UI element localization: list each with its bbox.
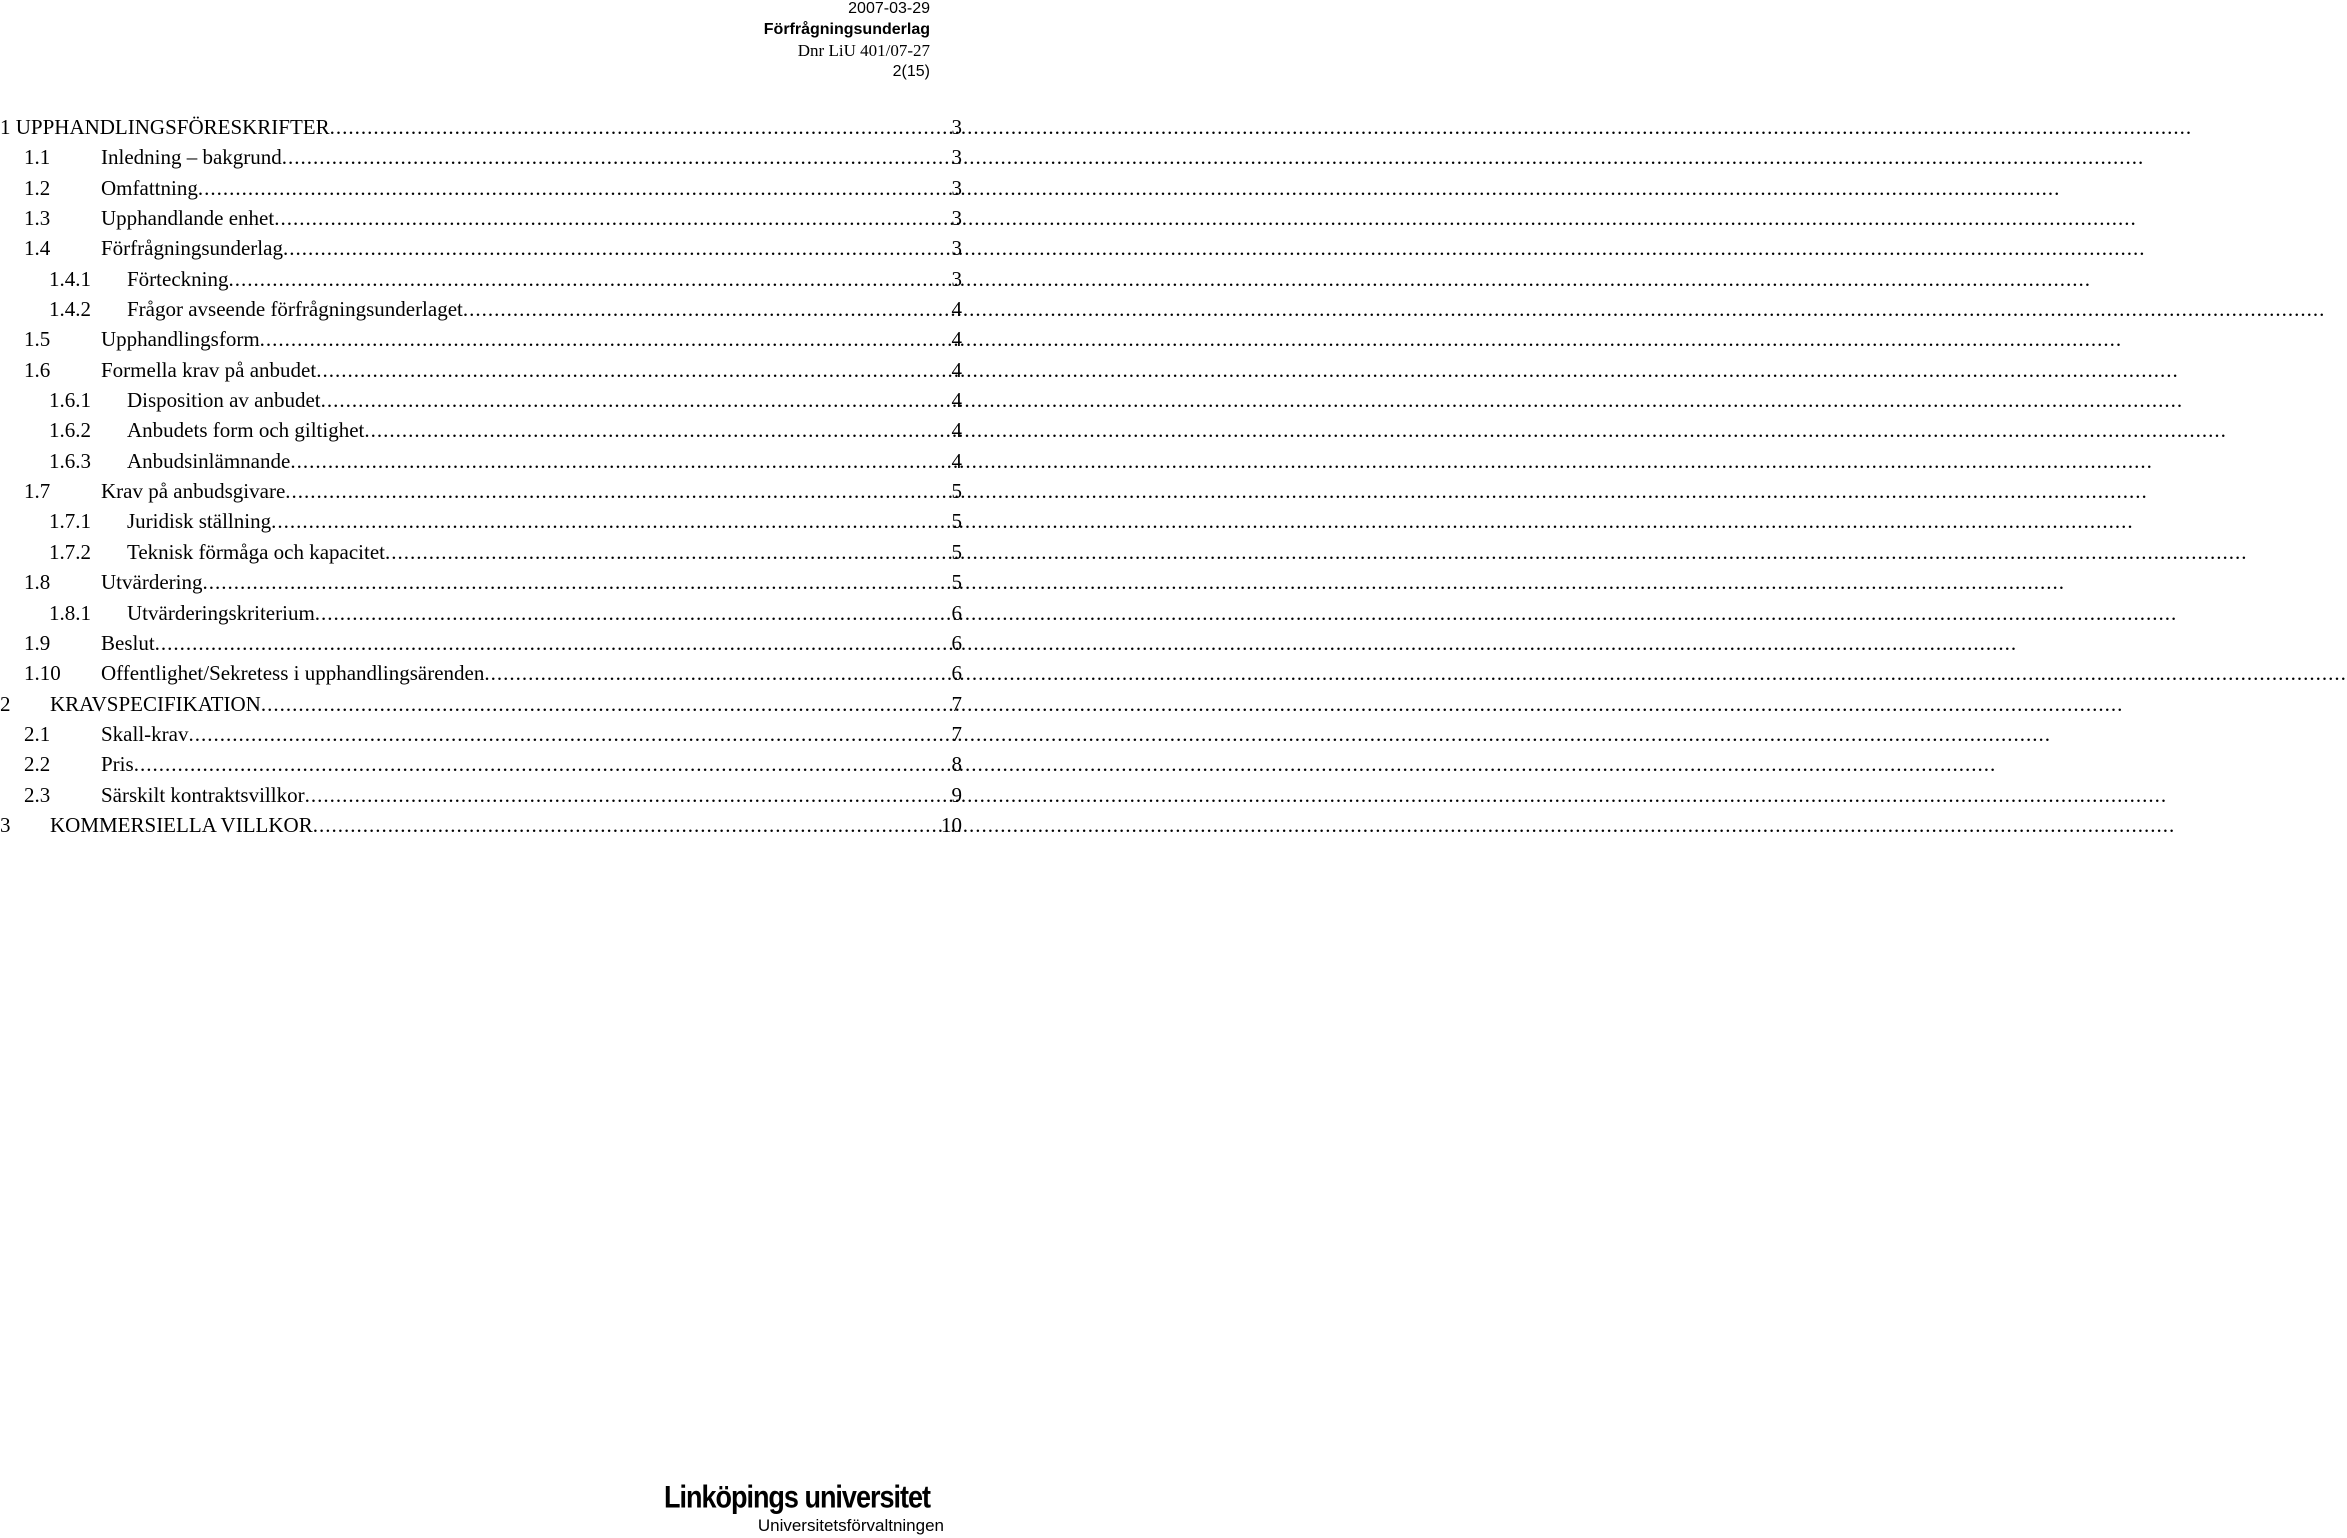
toc-entry-number: 1.7.2	[49, 539, 91, 564]
toc-entry-page: 4	[951, 388, 962, 413]
header-doc-type: Förfrågningsunderlag	[763, 21, 930, 38]
toc-entry-page: 3	[951, 266, 962, 291]
toc-entry-title: Anbudsinlämnande	[127, 448, 291, 473]
toc-entry-title: Anbudets form och giltighet	[127, 418, 365, 443]
toc-entry-number: 3	[0, 812, 11, 837]
toc-entry-title: 1 UPPHANDLINGSFÖRESKRIFTER	[0, 115, 330, 139]
header-dnr: Dnr LiU 401/07-27	[797, 41, 930, 60]
toc-entry-page: 4	[951, 327, 962, 352]
toc-leader-dots	[274, 203, 951, 233]
toc-entry-page: 8	[951, 752, 962, 777]
toc-entry-number: 1.6.2	[49, 418, 91, 443]
toc-entry-title: Disposition av anbudet	[127, 388, 321, 413]
toc-entry-number: 1.10	[24, 661, 61, 686]
toc-entry-page: 3	[951, 236, 962, 261]
toc-entry-number: 1.3	[24, 206, 51, 231]
toc-entry-number: 2.3	[24, 782, 51, 807]
toc-entry[interactable]	[0, 233, 962, 263]
toc-entry[interactable]	[0, 506, 962, 536]
toc-entry[interactable]	[0, 780, 962, 810]
toc-entry-number: 1.8.1	[49, 600, 91, 625]
toc-entry[interactable]	[0, 689, 962, 719]
toc-entry-title: Upphandlingsform	[101, 327, 260, 352]
toc-leader-dots	[155, 628, 952, 658]
toc-leader-dots	[198, 173, 952, 203]
toc-entry[interactable]	[0, 446, 962, 476]
toc-entry-page: 6	[951, 661, 962, 686]
toc-entry[interactable]	[0, 203, 962, 233]
toc-entry-page: 6	[951, 600, 962, 625]
toc-entry-page: 3	[951, 206, 962, 231]
toc-entry-title: Skall-krav	[101, 721, 189, 746]
toc-entry-number: 1.4.2	[49, 297, 91, 322]
toc-leader-dots	[188, 719, 951, 749]
toc-leader-dots	[134, 749, 952, 779]
department-name: Universitetsförvaltningen	[757, 1516, 944, 1535]
toc-entry-title: Förteckning	[127, 266, 229, 291]
toc-entry-title: KOMMERSIELLA VILLKOR	[50, 812, 313, 837]
university-logo: Linköpings universitet	[663, 1480, 930, 1515]
toc-entry-title: Pris	[101, 752, 134, 777]
toc-entry-title: Beslut	[101, 630, 155, 655]
toc-entry-number: 1.5	[24, 327, 51, 352]
toc-entry[interactable]	[0, 415, 962, 445]
toc-leader-dots	[282, 142, 952, 172]
toc-entry-number: 1.2	[24, 175, 51, 200]
toc-entry-title: KRAVSPECIFIKATION	[50, 691, 261, 716]
toc-entry-number: 1.1	[24, 145, 51, 170]
toc-leader-dots	[463, 294, 952, 324]
toc-leader-dots	[285, 476, 951, 506]
toc-entry-number: 1.6.1	[49, 388, 91, 413]
toc-entry-page: 4	[951, 448, 962, 473]
toc-entry-number: 1.7	[24, 479, 51, 504]
toc-leader-dots	[283, 233, 952, 263]
toc-entry-page: 4	[951, 297, 962, 322]
toc-entry[interactable]	[0, 719, 962, 749]
toc-entry[interactable]	[0, 810, 962, 840]
toc-entry-number: 2.1	[24, 721, 51, 746]
toc-entry-title: Teknisk förmåga och kapacitet	[127, 539, 386, 564]
toc-entry-number: 1.7.1	[49, 509, 91, 534]
toc-entry-page: 3	[951, 175, 962, 200]
toc-leader-dots	[228, 264, 951, 294]
toc-entry[interactable]	[0, 264, 962, 294]
toc-entry-title: Omfattning	[101, 175, 198, 200]
toc-entry-page: 10	[941, 812, 962, 837]
toc-entry-title: Utvärderingskriterium	[127, 600, 315, 625]
toc-entry[interactable]	[0, 537, 962, 567]
toc-entry-title: Krav på anbudsgivare	[101, 479, 286, 504]
toc-entry[interactable]	[0, 628, 962, 658]
toc-entry-page: 5	[951, 570, 962, 595]
toc-entry-page: 9	[951, 782, 962, 807]
toc-entry[interactable]	[0, 476, 962, 506]
toc-entry-number: 1.6.3	[49, 448, 91, 473]
toc-entry-number: 1.4.1	[49, 266, 91, 291]
toc-entry-page: 7	[951, 721, 962, 746]
toc-entry-page: 5	[951, 509, 962, 534]
toc-entry[interactable]	[0, 385, 962, 415]
toc-entry-title: Frågor avseende förfrågningsunderlaget	[127, 297, 463, 322]
toc-entry[interactable]	[0, 598, 962, 628]
toc-entry[interactable]	[0, 749, 962, 779]
toc-leader-dots	[260, 324, 952, 354]
toc-entry-title: Formella krav på anbudet	[101, 357, 317, 382]
toc-entry-number: 1.9	[24, 630, 51, 655]
toc-entry-title: Juridisk ställning	[127, 509, 272, 534]
toc-entry-title: Särskilt kontraktsvillkor	[101, 782, 305, 807]
toc-entry-number: 2.2	[24, 752, 51, 777]
toc-leader-dots	[330, 112, 952, 142]
toc-entry[interactable]	[0, 355, 962, 385]
toc-entry-number: 1.6	[24, 357, 51, 382]
toc-entry-page: 3	[951, 145, 962, 170]
toc-entry-page: 5	[951, 479, 962, 504]
header-date: 2007-03-29	[848, 0, 930, 17]
toc-entry[interactable]	[0, 142, 962, 172]
toc-leader-dots	[305, 780, 952, 810]
toc-leader-dots	[313, 810, 941, 840]
toc-entry-page: 3	[951, 115, 962, 139]
toc-leader-dots	[271, 506, 951, 536]
table-of-contents	[0, 112, 962, 840]
toc-leader-dots	[321, 385, 952, 415]
toc-entry-number: 1.4	[24, 236, 51, 261]
toc-leader-dots	[315, 598, 952, 628]
toc-entry-number: 1.8	[24, 570, 51, 595]
toc-leader-dots	[364, 415, 951, 445]
toc-entry[interactable]	[0, 658, 962, 688]
header-page-number: 2(15)	[892, 63, 930, 80]
toc-entry-title: Inledning – bakgrund	[101, 145, 282, 170]
toc-entry[interactable]	[0, 173, 962, 203]
toc-leader-dots	[316, 355, 951, 385]
toc-leader-dots	[202, 567, 951, 597]
toc-entry-title: Förfrågningsunderlag	[101, 236, 283, 261]
toc-entry-page: 6	[951, 630, 962, 655]
toc-entry-page: 4	[951, 357, 962, 382]
toc-leader-dots	[261, 689, 952, 719]
toc-leader-dots	[385, 537, 951, 567]
toc-entry-title: Utvärdering	[101, 570, 203, 595]
toc-entry-page: 7	[951, 691, 962, 716]
toc-entry[interactable]	[0, 324, 962, 354]
toc-entry[interactable]	[0, 112, 962, 142]
toc-entry-page: 5	[951, 539, 962, 564]
toc-entry[interactable]	[0, 294, 962, 324]
toc-entry-title: Upphandlande enhet	[101, 206, 275, 231]
toc-entry[interactable]	[0, 567, 962, 597]
toc-leader-dots	[290, 446, 951, 476]
page-header	[764, 0, 930, 82]
toc-leader-dots	[484, 658, 951, 688]
toc-entry-page: 4	[951, 418, 962, 443]
toc-entry-number: 2	[0, 691, 11, 716]
toc-entry-title: Offentlighet/Sekretess i upphandlingsärenden	[101, 661, 485, 686]
